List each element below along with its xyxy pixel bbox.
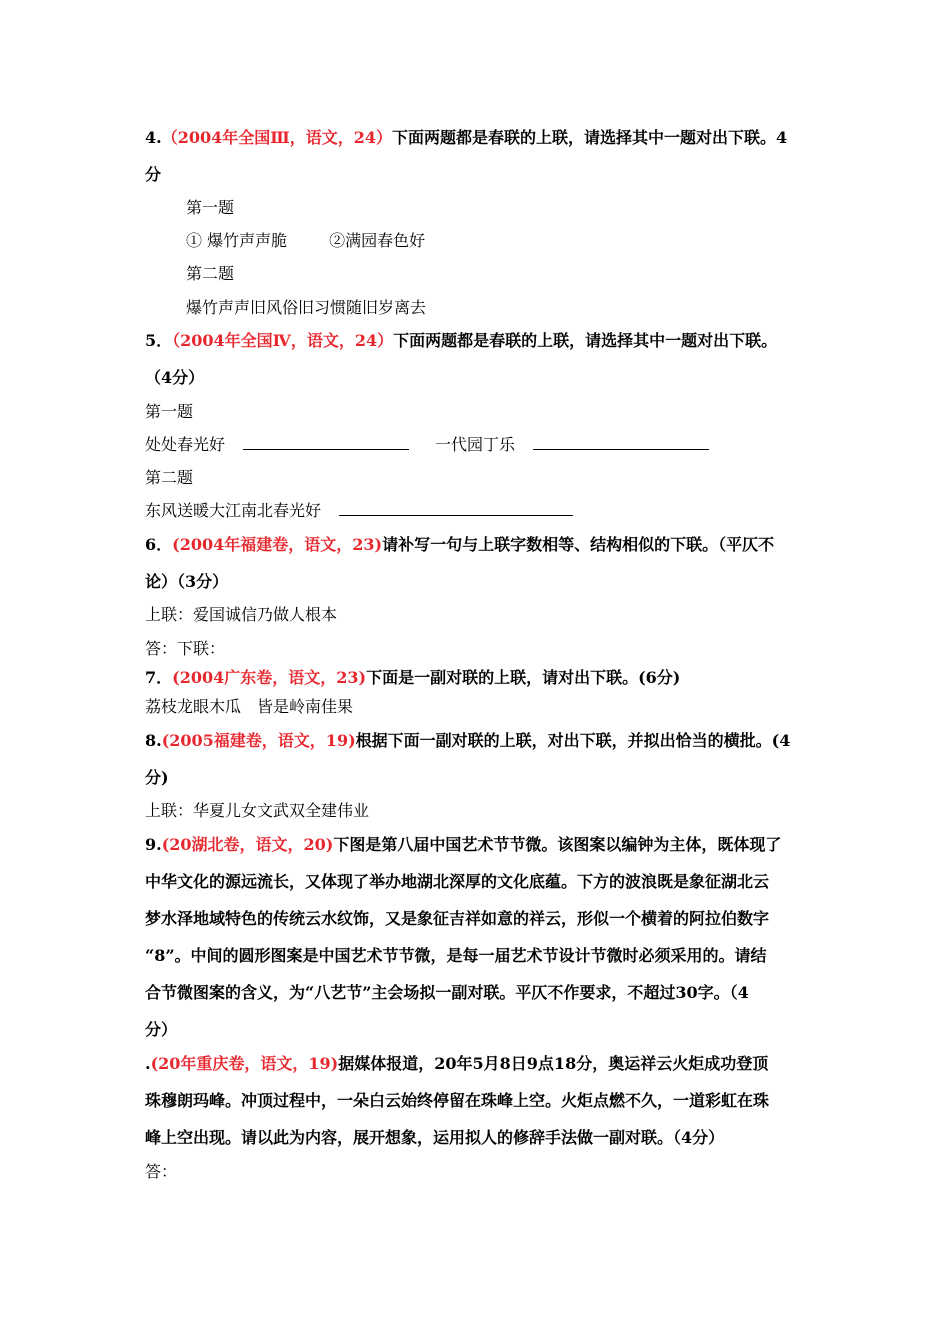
- q10-text-1: 据媒体报道，20年5月8日9点18分，奥运祥云火炬成功登顶: [338, 1054, 769, 1073]
- q5-number: 5．: [145, 331, 173, 350]
- q9-line1: [145, 835, 781, 855]
- q8-number: 8.: [145, 731, 162, 750]
- q6-line2: 论）（3分）: [145, 572, 229, 591]
- q6-source: (2004年福建卷，语文，23): [172, 535, 383, 554]
- q6-number: 6．: [145, 535, 173, 554]
- q10-number: .: [145, 1054, 151, 1073]
- q4-task2-label: 第二题: [186, 264, 235, 283]
- q5-task1-item1: 处处春光好: [145, 435, 226, 454]
- q9-source: (20湖北卷，语文，20): [161, 835, 334, 854]
- q10-source: (20年重庆卷，语文，19): [150, 1054, 339, 1073]
- q8-line2: 分): [145, 768, 169, 787]
- q5-task1-item2: 一代园丁乐: [435, 435, 516, 454]
- q4-text: 下面两题都是春联的上联，请选择其中一题对出下联。4: [392, 128, 788, 147]
- q5-answer-blank-3[interactable]: [339, 501, 573, 516]
- q9-number: 9.: [145, 835, 162, 854]
- q7-number: 7．: [145, 668, 173, 687]
- q5-task2-text: 东风送暖大江南北春光好: [145, 501, 322, 520]
- q5-task2-label: 第二题: [145, 468, 194, 487]
- q7-source: (2004广东卷，语文，23): [172, 668, 367, 687]
- q9-text-1: 下图是第八届中国艺术节节微。该图案以编钟为主体，既体现了: [333, 835, 782, 854]
- q5-task2-row: [145, 501, 573, 521]
- q8-line1: [145, 731, 790, 751]
- q4-line1: [145, 128, 787, 148]
- q5-answer-blank-1[interactable]: [243, 435, 409, 450]
- q5-line2: （4分）: [145, 368, 205, 387]
- q6-line1: [145, 535, 774, 555]
- q10-answer: 答：: [145, 1162, 178, 1181]
- q4-source: （2004年全国Ⅲ，语文，24）: [161, 128, 392, 147]
- q10-text-2: 珠穆朗玛峰。冲顶过程中，一朵白云始终停留在珠峰上空。火炬点燃不久，一道彩虹在珠: [145, 1091, 770, 1110]
- q7-text: 下面是一副对联的上联，请对出下联。(6分): [366, 668, 681, 687]
- q4-task1-item2: ②满园春色好: [329, 231, 426, 250]
- q4-task1-label: 第一题: [186, 198, 235, 217]
- q7-upper: 荔枝龙眼木瓜 皆是岭南佳果: [145, 697, 354, 716]
- q4-task1-item1: ① 爆竹声声脆: [186, 231, 288, 250]
- q6-answer: 答：下联：: [145, 639, 226, 658]
- q4-task2-text: 爆竹声声旧风俗旧习惯随旧岁离去: [186, 298, 427, 317]
- q9-text-3: 梦水泽地域特色的传统云水纹饰，又是象征吉祥如意的祥云，形似一个横着的阿拉伯数字: [145, 909, 770, 928]
- q8-source: (2005福建卷，语文，19): [161, 731, 356, 750]
- q10-line1: [145, 1054, 768, 1074]
- q5-task1-items: [145, 435, 709, 455]
- q4-task1-items: [186, 231, 425, 251]
- q9-text-5: 合节微图案的含义，为“八艺节”主会场拟一副对联。平仄不作要求，不超过30字。（4: [145, 983, 749, 1002]
- q5-line1: [145, 331, 777, 351]
- q5-source: （2004年全国Ⅳ，语文，24）: [172, 331, 394, 350]
- q4-line2: 分: [145, 165, 162, 184]
- q9-text-2: 中华文化的源远流长，又体现了举办地湖北深厚的文化底蕴。下方的波浪既是象征湖北云: [145, 872, 770, 891]
- q5-answer-blank-2[interactable]: [533, 435, 709, 450]
- q10-text-3: 峰上空出现。请以此为内容，展开想象，运用拟人的修辞手法做一副对联。（4分）: [145, 1128, 725, 1147]
- q9-text-4: “8”。中间的圆形图案是中国艺术节节微，是每一届艺术节设计节微时必须采用的。请结: [145, 946, 767, 965]
- q4-number: 4.: [145, 128, 162, 147]
- q8-text: 根据下面一副对联的上联，对出下联，并拟出恰当的横批。(4: [355, 731, 791, 750]
- q5-task1-label: 第一题: [145, 402, 194, 421]
- q8-upper: 上联：华夏儿女文武双全建伟业: [145, 801, 370, 820]
- q6-upper: 上联：爱国诚信乃做人根本: [145, 605, 338, 624]
- q7-line1: [145, 668, 680, 688]
- q9-text-6: 分）: [145, 1020, 178, 1039]
- q5-text: 下面两题都是春联的上联，请选择其中一题对出下联。: [393, 331, 778, 350]
- q6-text: 请补写一句与上联字数相等、结构相似的下联。（平仄不: [382, 535, 775, 554]
